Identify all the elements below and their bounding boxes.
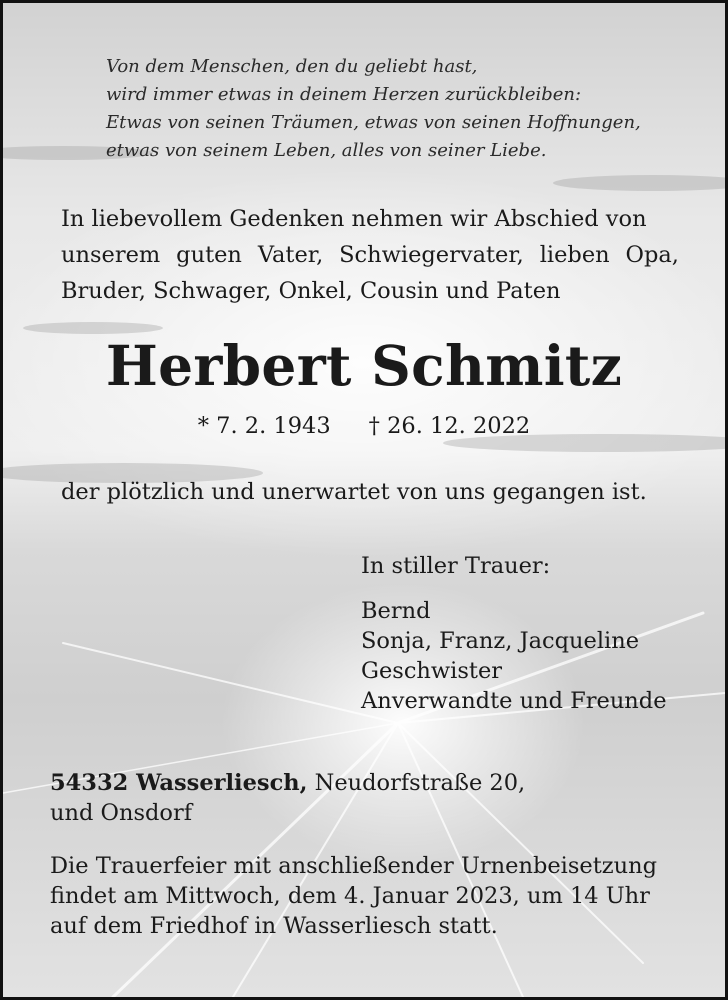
mourner-name: Anverwandte und Freunde [361, 688, 667, 714]
passing-statement: der plötzlich und unerwartet von uns gegangen ist. [61, 479, 647, 505]
death-date: † 26. 12. 2022 [368, 413, 531, 439]
intro-word: unserem [61, 242, 161, 268]
intro-word: Schwiegervater, [339, 242, 524, 268]
memorial-poem [106, 53, 686, 165]
intro-word: guten [176, 242, 242, 268]
poem-line: wird immer etwas in deinem Herzen zurückbleiben: [106, 84, 582, 105]
intro-paragraph [61, 201, 679, 309]
address-town: 54332 Wasserliesch, [50, 770, 308, 796]
mourning-heading: In stiller Trauer: [361, 553, 551, 579]
funeral-line: Die Trauerfeier mit anschließender Urnenbeisetzung [50, 853, 658, 879]
address-line-2: und Onsdorf [50, 800, 193, 826]
intro-word: Vater, [257, 242, 324, 268]
poem-line: etwas von seinem Leben, alles von seiner Liebe. [106, 140, 547, 161]
life-dates [3, 408, 725, 444]
address-street: Neudorfstraße 20, [314, 770, 526, 796]
intro-line-justified [61, 237, 679, 273]
poem-line: Etwas von seinen Träumen, etwas von seinen Hoffnungen, [106, 112, 641, 133]
intro-line: In liebevollem Gedenken nehmen wir Abschied von [61, 206, 647, 232]
mourner-name: Geschwister [361, 658, 503, 684]
intro-line: Bruder, Schwager, Onkel, Cousin und Paten [61, 278, 561, 304]
funeral-line: auf dem Friedhof in Wasserliesch statt. [50, 913, 498, 939]
mourners-block [361, 551, 667, 716]
intro-word: Opa, [625, 242, 679, 268]
funeral-line: findet am Mittwoch, dem 4. Januar 2023, um 14 Uhr [50, 883, 650, 909]
address-block [50, 768, 525, 828]
deceased-name: Herbert Schmitz [105, 333, 623, 398]
funeral-details [50, 851, 657, 941]
mourner-name: Bernd [361, 598, 431, 624]
intro-word: lieben [539, 242, 610, 268]
mourner-name: Sonja, Franz, Jacqueline [361, 628, 640, 654]
birth-date: * 7. 2. 1943 [197, 413, 331, 439]
poem-line: Von dem Menschen, den du geliebt hast, [106, 56, 478, 77]
address-line-1 [50, 768, 525, 798]
